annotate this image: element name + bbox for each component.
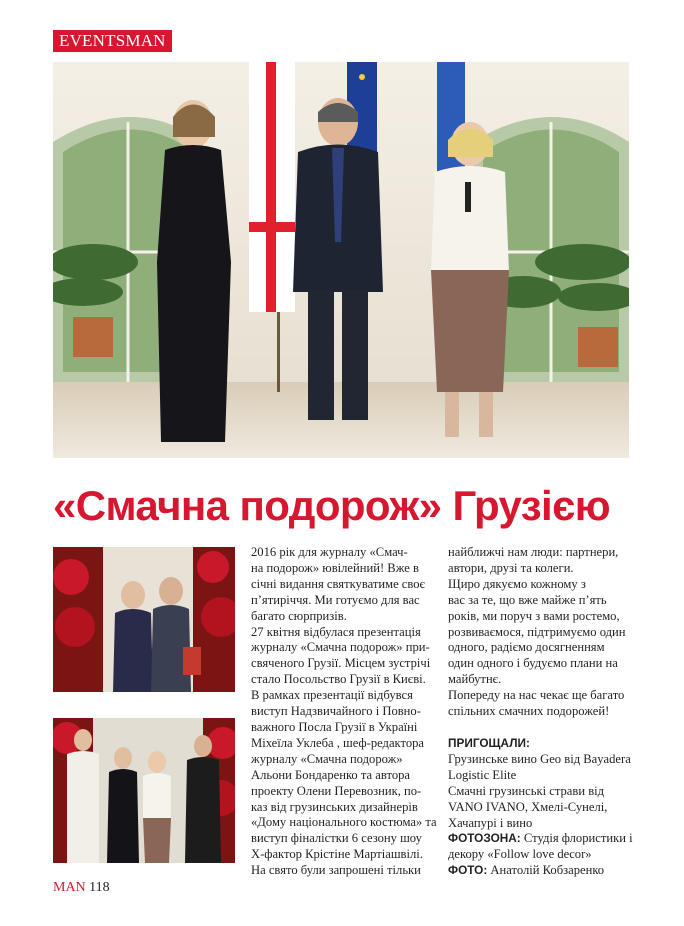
article-column-2 [448,545,638,879]
text-line: один одного і будуємо плани на [448,656,618,671]
section-tag-events: EVENTS [59,31,126,50]
text-line: Щиро дякуємо кожному з [448,576,586,591]
spacer [448,720,638,736]
text-line: стало Посольство Грузії в Києві. [251,672,426,687]
event-photo-2 [53,718,235,863]
text-line: проекту Олени Перевозник, по- [251,783,422,798]
page-number: 118 [89,880,110,895]
text-line: п’ятиріччя. Ми готуємо для вас [251,592,420,607]
text-line: виступ Надзвичайного і Повно- [251,704,421,719]
text-line: багато сюрпризів. [251,608,347,623]
footer-brand: MAN [53,880,86,895]
event-photo-1-illustration [53,547,235,692]
text-line: X-фактор Крістіне Мартіашвілі. [251,847,423,862]
text-line: Хачапурі і вино [448,815,533,830]
invited-label: ПРИГОЩАЛИ: [448,735,530,750]
text-line: В рамках презентації відбувся [251,688,413,703]
text-line: Міхеїла Уклеба , шеф-редактора [251,735,425,750]
text-line: на подорож» ювілейний! Вже в [251,560,419,575]
event-photo-1 [53,547,235,692]
page-footer [53,880,110,896]
text-line: 2016 рік для журналу «Смач- [251,545,408,559]
text-line: На свято були запрошені тільки [251,863,421,878]
article-title: «Смачна подорож» Грузією [53,482,610,529]
text-line: найближчі нам люди: партнери, [448,545,619,559]
text-line: «Дому національного костюма» та [251,815,437,830]
text-line: розвиваємося, підтримуємо один [448,624,626,639]
text-line: автори, друзі та колеги. [448,560,574,575]
text-line: виступ фіналістки 6 сезону шоу [251,831,422,846]
text-line: майбутнє. [448,672,502,687]
text-line: Logistic Elite [448,767,517,782]
article-column-1 [251,545,441,879]
text-line: каз від грузинських дизайнерів [251,799,418,814]
photozone-text: Студія флористики і [520,831,633,846]
text-line: Попереду на нас чекає ще багато [448,688,625,703]
text-line: січні видання святкуватиме своє [251,576,425,591]
hero-photo-illustration [53,62,629,458]
text-line: одного, радіємо досягненням [448,640,605,655]
photo-credit [448,863,638,879]
text-line: Смачні грузинські страви від [448,783,605,798]
text-line: журналу «Смачна подорож» [251,751,403,766]
text-line: Альони Бондаренко та автора [251,767,411,782]
text-line: журналу «Смачна подорож» при- [251,640,430,655]
text-line: декору «Follow love decor» [448,847,592,862]
hero-photo [53,62,629,458]
text-line: важного Посла Грузії в Україні [251,719,418,734]
text-line: 27 квітня відбулася презентація [251,624,421,639]
photozone-label: ФОТОЗОНА: [448,831,521,846]
event-photo-2-illustration [53,718,235,863]
text-line: VANO IVANO, Хмелі-Сунелі, [448,799,608,814]
text-line: вас за те, що вже майже п’ять [448,592,607,607]
text-line: свяченого Грузії. Місцем зустрічі [251,656,431,671]
section-tag-man: MAN [125,31,166,50]
text-line: років, ми поруч з вами ростемо, [448,608,620,623]
photo-credit-name: Анатолій Кобзаренко [487,863,605,878]
text-line: спільних смачних подорожей! [448,704,610,719]
photozone-credit [448,831,638,847]
section-tag [53,30,172,52]
text-line: Грузинське вино Geo від Bayadera [448,751,631,766]
photo-label: ФОТО: [448,863,488,878]
